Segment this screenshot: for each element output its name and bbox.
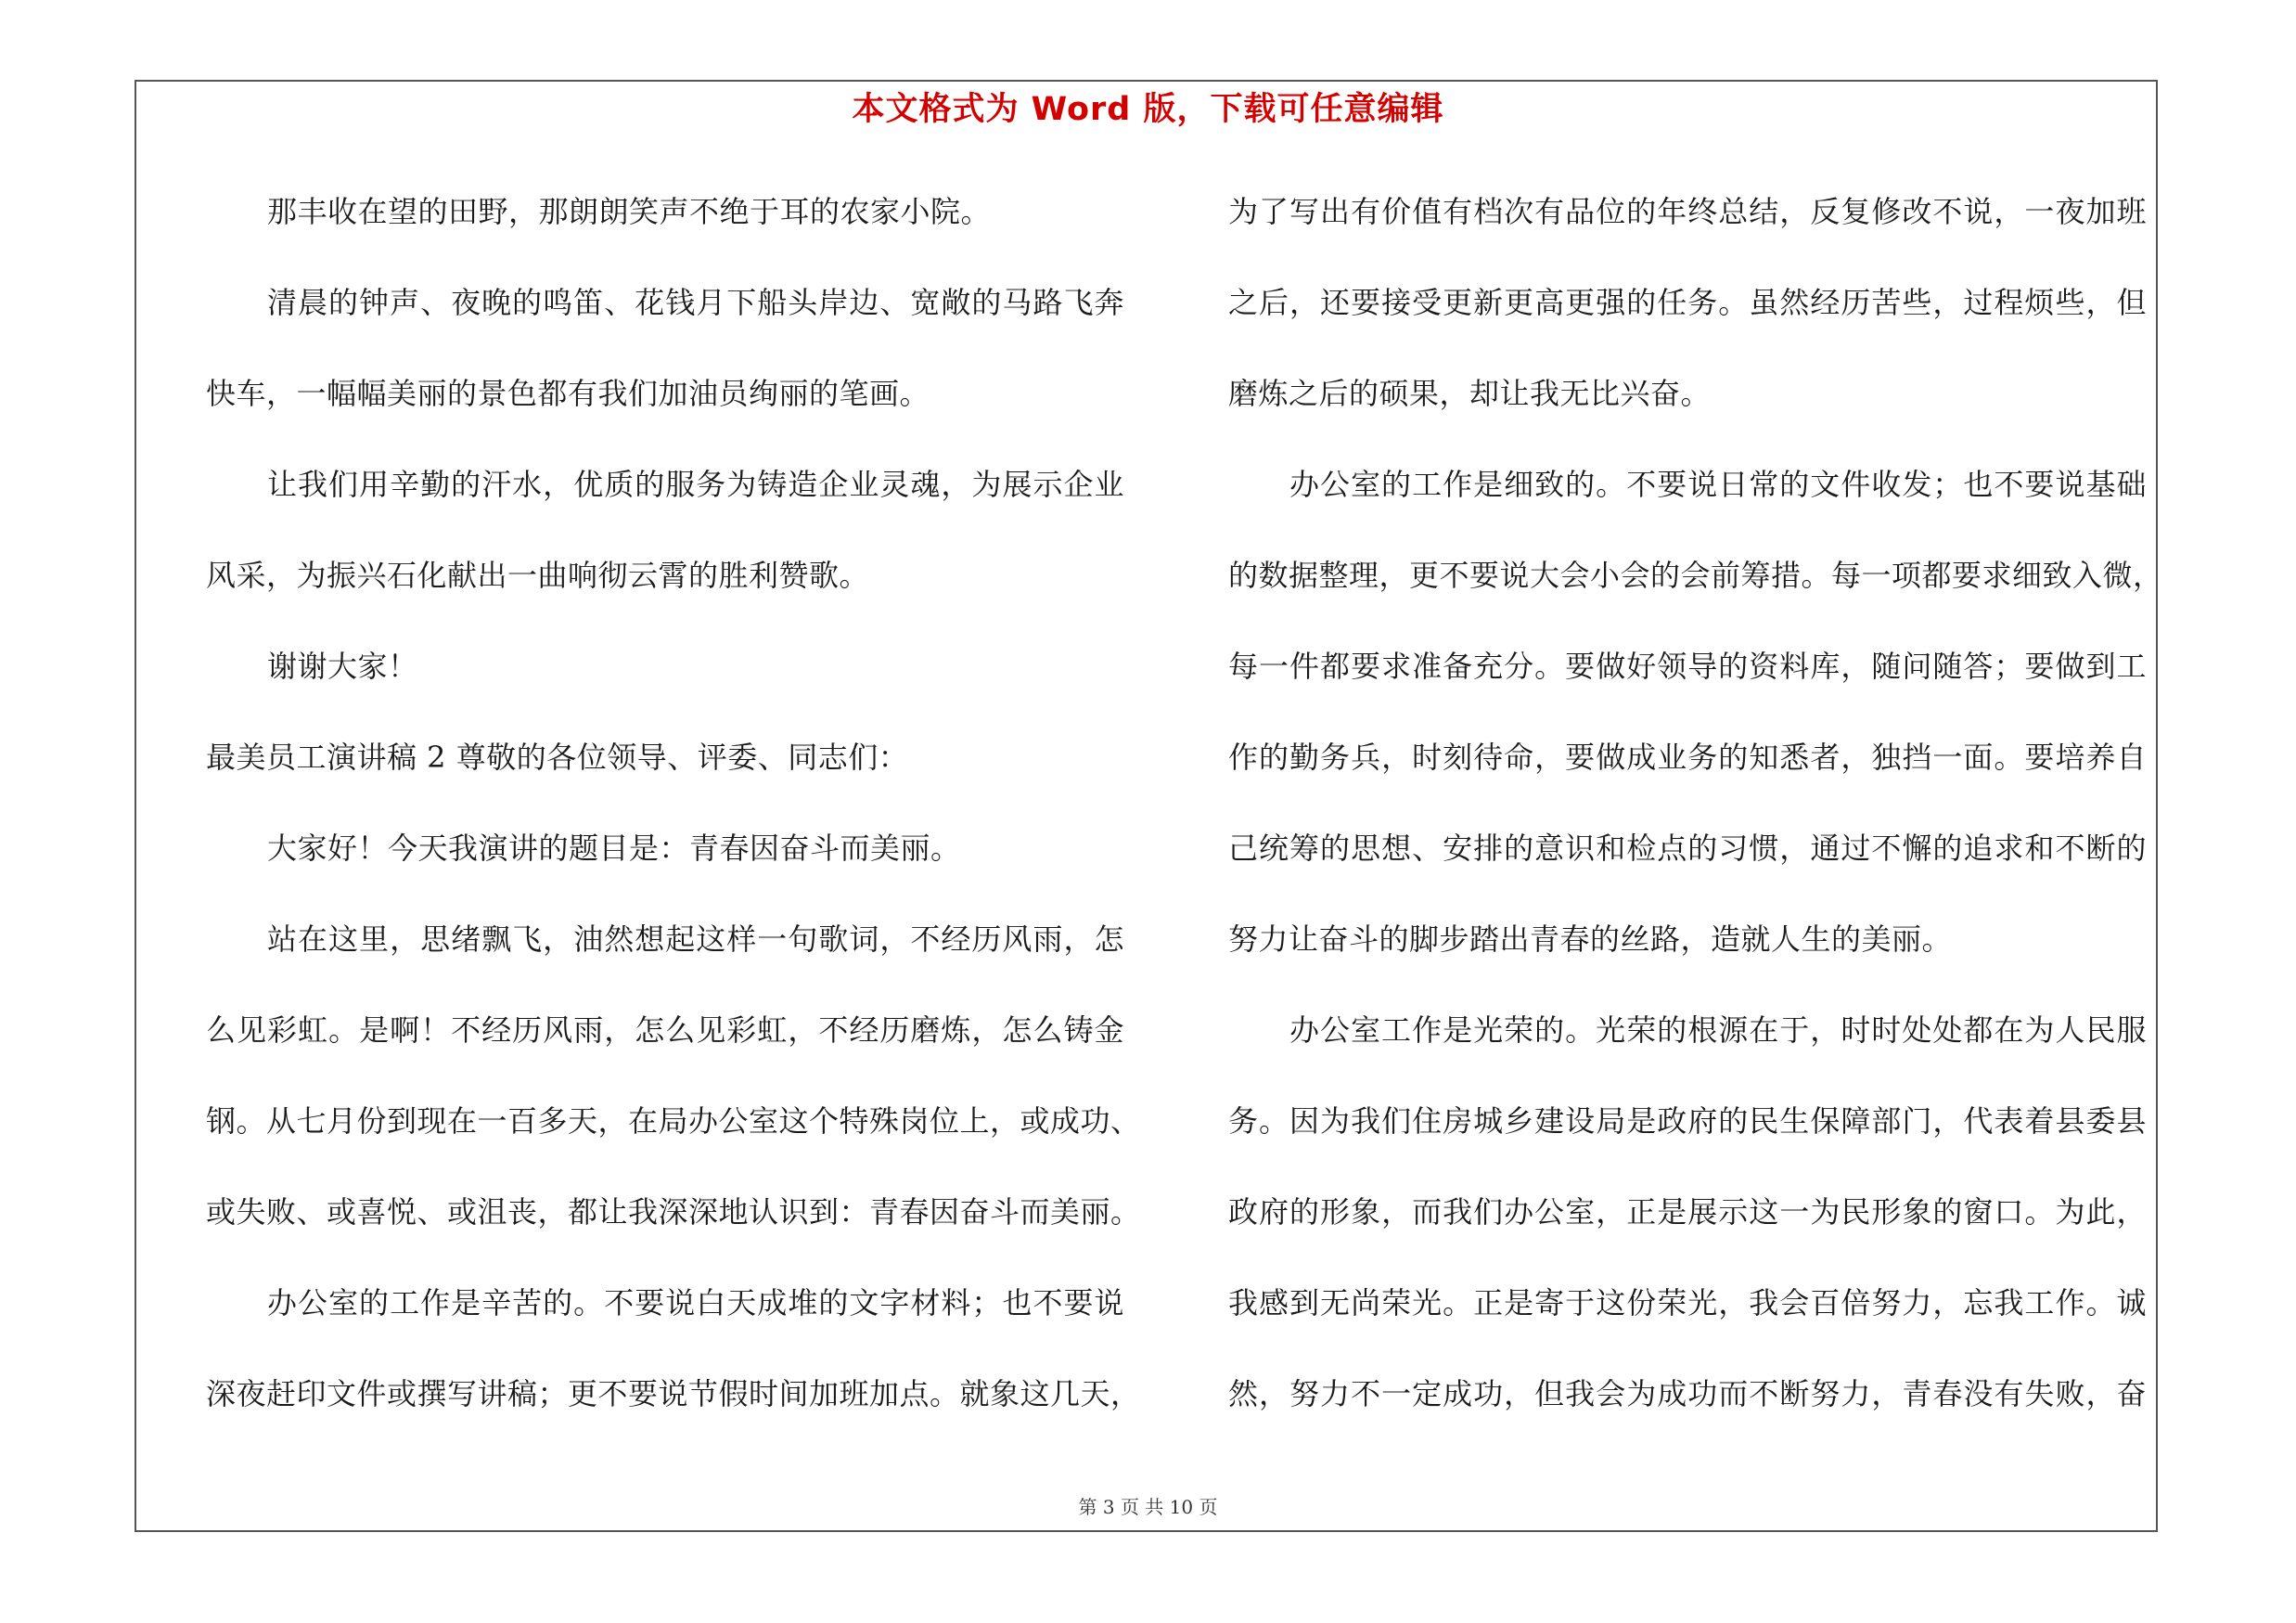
text-line: 之后，还要接受更新更高更强的任务。虽然经历苦些，过程烦些，但 — [1228, 285, 2147, 320]
text-line: 那丰收在望的田野，那朗朗笑声不绝于耳的农家小院。 — [267, 194, 992, 229]
text-line: 办公室工作是光荣的。光荣的根源在于，时时处处都在为人民服 — [1289, 1012, 2147, 1048]
left-column — [206, 184, 1141, 1457]
text-line: 大家好！今天我演讲的题目是：青春因奋斗而美丽。 — [267, 831, 961, 866]
text-line: 的数据整理，更不要说大会小会的会前筹措。每一项都要求细致入微， — [1228, 558, 2163, 593]
text-line: 钢。从七月份到现在一百多天，在局办公室这个特殊岗位上，或成功、 — [206, 1103, 1141, 1139]
text-line: 政府的形象，而我们办公室，正是展示这一为民形象的窗口。为此， — [1228, 1194, 2147, 1230]
text-line: 或失败、或喜悦、或沮丧，都让我深深地认识到：青春因奋斗而美丽。 — [206, 1194, 1141, 1230]
text-line: 作的勤务兵，时刻待命，要做成业务的知悉者，独挡一面。要培养自 — [1228, 740, 2147, 775]
text-line: 为了写出有价值有档次有品位的年终总结，反复修改不说，一夜加班 — [1228, 194, 2147, 229]
text-line: 么见彩虹。是啊！不经历风雨，怎么见彩虹，不经历磨炼，怎么铸金 — [206, 1012, 1124, 1048]
text-line: 让我们用辛勤的汗水，优质的服务为铸造企业灵魂，为展示企业 — [267, 467, 1124, 502]
text-line: 站在这里，思绪飘飞，油然想起这样一句歌词，不经历风雨，怎 — [267, 921, 1124, 957]
page-number: 第 3 页 共 10 页 — [1078, 1496, 1218, 1518]
text-line: 风采，为振兴石化献出一曲响彻云霄的胜利赞歌。 — [206, 558, 870, 593]
text-line: 己统筹的思想、安排的意识和检点的习惯，通过不懈的追求和不断的 — [1228, 831, 2147, 866]
text-line: 然，努力不一定成功，但我会为成功而不断努力，青春没有失败，奋 — [1228, 1376, 2147, 1411]
text-line: 努力让奋斗的脚步踏出青春的丝路，造就人生的美丽。 — [1228, 921, 1953, 957]
text-line: 务。因为我们住房城乡建设局是政府的民生保障部门，代表着县委县 — [1228, 1103, 2147, 1139]
text-line: 每一件都要求准备充分。要做好领导的资料库，随问随答；要做到工 — [1228, 649, 2147, 684]
text-line: 快车，一幅幅美丽的景色都有我们加油员绚丽的笔画。 — [206, 376, 930, 411]
text-line: 办公室的工作是细致的。不要说日常的文件收发；也不要说基础 — [1289, 467, 2147, 502]
text-line: 清晨的钟声、夜晚的鸣笛、花钱月下船头岸边、宽敞的马路飞奔 — [267, 285, 1124, 320]
header-banner: 本文格式为 Word 版，下载可任意编辑 — [852, 91, 1444, 128]
text-line: 我感到无尚荣光。正是寄于这份荣光，我会百倍努力，忘我工作。诚 — [1228, 1285, 2147, 1320]
section-heading-line: 最美员工演讲稿 2 尊敬的各位领导、评委、同志们： — [206, 740, 909, 775]
text-line: 办公室的工作是辛苦的。不要说白天成堆的文字材料；也不要说 — [267, 1285, 1124, 1320]
text-line: 谢谢大家！ — [267, 649, 418, 684]
right-column — [1228, 184, 2163, 1457]
text-line: 磨炼之后的硕果，却让我无比兴奋。 — [1228, 376, 1712, 411]
text-line: 深夜赶印文件或撰写讲稿；更不要说节假时间加班加点。就象这几天， — [206, 1376, 1141, 1411]
